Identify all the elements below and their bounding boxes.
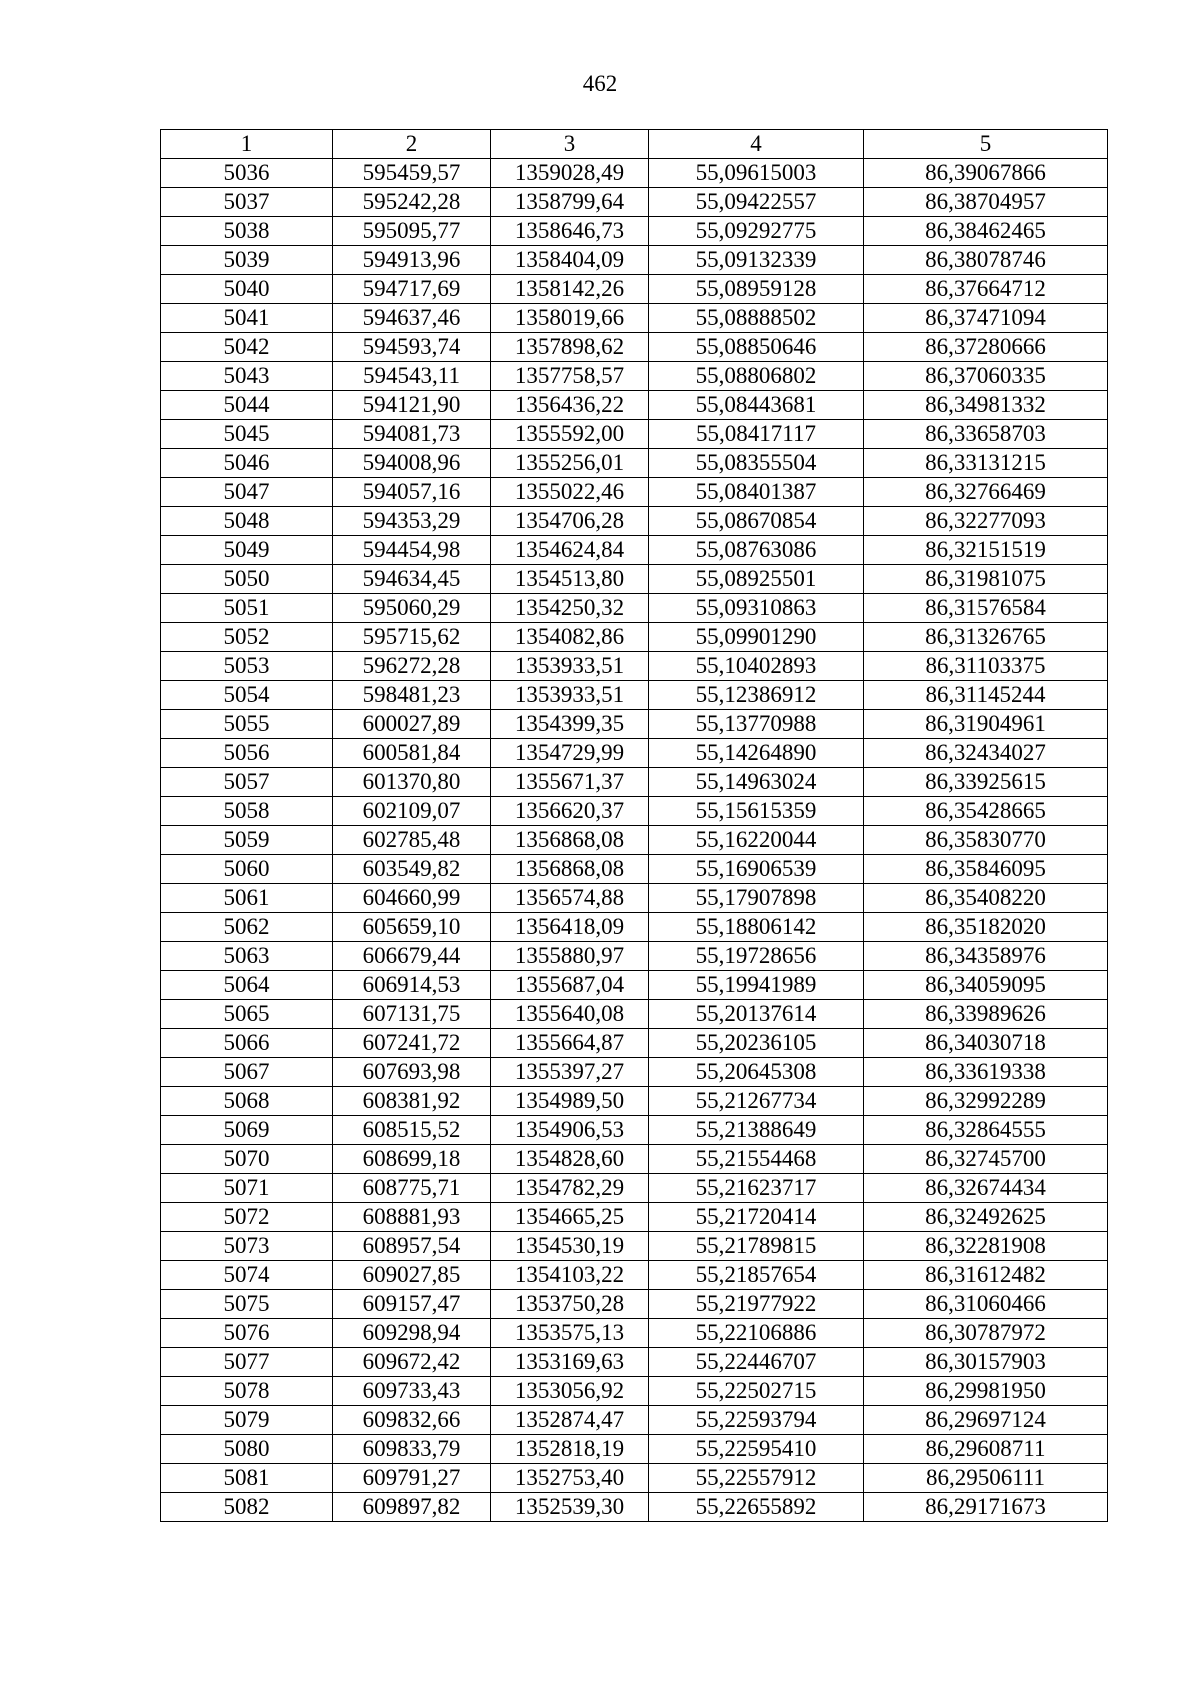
- latitude-cell: 55,22557912: [649, 1464, 864, 1493]
- x-coordinate-cell: 595060,29: [333, 594, 491, 623]
- latitude-cell: 55,16220044: [649, 826, 864, 855]
- point-number-cell: 5061: [161, 884, 333, 913]
- table-row: [161, 420, 1108, 449]
- point-number-cell: 5053: [161, 652, 333, 681]
- table-row: [161, 478, 1108, 507]
- table-row: [161, 1406, 1108, 1435]
- x-coordinate-cell: 595095,77: [333, 217, 491, 246]
- table-row: [161, 739, 1108, 768]
- x-coordinate-cell: 601370,80: [333, 768, 491, 797]
- y-coordinate-cell: 1356868,08: [491, 826, 649, 855]
- latitude-cell: 55,08925501: [649, 565, 864, 594]
- point-number-cell: 5066: [161, 1029, 333, 1058]
- y-coordinate-cell: 1355664,87: [491, 1029, 649, 1058]
- latitude-cell: 55,10402893: [649, 652, 864, 681]
- table-row: [161, 1493, 1108, 1522]
- table-row: [161, 1261, 1108, 1290]
- y-coordinate-cell: 1352874,47: [491, 1406, 649, 1435]
- x-coordinate-cell: 606914,53: [333, 971, 491, 1000]
- point-number-cell: 5037: [161, 188, 333, 217]
- latitude-cell: 55,22595410: [649, 1435, 864, 1464]
- x-coordinate-cell: 609298,94: [333, 1319, 491, 1348]
- y-coordinate-cell: 1354729,99: [491, 739, 649, 768]
- latitude-cell: 55,21720414: [649, 1203, 864, 1232]
- table-row: [161, 1348, 1108, 1377]
- column-header-2: 2: [333, 130, 491, 159]
- y-coordinate-cell: 1356418,09: [491, 913, 649, 942]
- latitude-cell: 55,18806142: [649, 913, 864, 942]
- longitude-cell: 86,37280666: [864, 333, 1108, 362]
- header-row: [161, 130, 1108, 159]
- longitude-cell: 86,34059095: [864, 971, 1108, 1000]
- latitude-cell: 55,08850646: [649, 333, 864, 362]
- latitude-cell: 55,09901290: [649, 623, 864, 652]
- latitude-cell: 55,09292775: [649, 217, 864, 246]
- table-row: [161, 391, 1108, 420]
- longitude-cell: 86,29608711: [864, 1435, 1108, 1464]
- longitude-cell: 86,35846095: [864, 855, 1108, 884]
- longitude-cell: 86,37471094: [864, 304, 1108, 333]
- y-coordinate-cell: 1354250,32: [491, 594, 649, 623]
- latitude-cell: 55,21857654: [649, 1261, 864, 1290]
- column-header-1: 1: [161, 130, 333, 159]
- table-row: [161, 159, 1108, 188]
- x-coordinate-cell: 595242,28: [333, 188, 491, 217]
- table-row: [161, 246, 1108, 275]
- point-number-cell: 5036: [161, 159, 333, 188]
- point-number-cell: 5069: [161, 1116, 333, 1145]
- point-number-cell: 5044: [161, 391, 333, 420]
- latitude-cell: 55,21789815: [649, 1232, 864, 1261]
- y-coordinate-cell: 1354399,35: [491, 710, 649, 739]
- y-coordinate-cell: 1354828,60: [491, 1145, 649, 1174]
- point-number-cell: 5048: [161, 507, 333, 536]
- point-number-cell: 5081: [161, 1464, 333, 1493]
- latitude-cell: 55,19941989: [649, 971, 864, 1000]
- point-number-cell: 5064: [161, 971, 333, 1000]
- y-coordinate-cell: 1354530,19: [491, 1232, 649, 1261]
- point-number-cell: 5043: [161, 362, 333, 391]
- point-number-cell: 5056: [161, 739, 333, 768]
- y-coordinate-cell: 1355687,04: [491, 971, 649, 1000]
- longitude-cell: 86,29171673: [864, 1493, 1108, 1522]
- longitude-cell: 86,33658703: [864, 420, 1108, 449]
- table-row: [161, 217, 1108, 246]
- y-coordinate-cell: 1354103,22: [491, 1261, 649, 1290]
- latitude-cell: 55,08401387: [649, 478, 864, 507]
- table-row: [161, 826, 1108, 855]
- point-number-cell: 5078: [161, 1377, 333, 1406]
- latitude-cell: 55,19728656: [649, 942, 864, 971]
- y-coordinate-cell: 1358646,73: [491, 217, 649, 246]
- y-coordinate-cell: 1357898,62: [491, 333, 649, 362]
- longitude-cell: 86,35428665: [864, 797, 1108, 826]
- longitude-cell: 86,39067866: [864, 159, 1108, 188]
- y-coordinate-cell: 1356436,22: [491, 391, 649, 420]
- y-coordinate-cell: 1354082,86: [491, 623, 649, 652]
- x-coordinate-cell: 600581,84: [333, 739, 491, 768]
- page-number: 462: [582, 71, 618, 96]
- x-coordinate-cell: 604660,99: [333, 884, 491, 913]
- point-number-cell: 5071: [161, 1174, 333, 1203]
- longitude-cell: 86,33619338: [864, 1058, 1108, 1087]
- column-header-5: 5: [864, 130, 1108, 159]
- longitude-cell: 86,31576584: [864, 594, 1108, 623]
- table-row: [161, 1232, 1108, 1261]
- latitude-cell: 55,22106886: [649, 1319, 864, 1348]
- table-row: [161, 565, 1108, 594]
- x-coordinate-cell: 594593,74: [333, 333, 491, 362]
- x-coordinate-cell: 607241,72: [333, 1029, 491, 1058]
- latitude-cell: 55,21388649: [649, 1116, 864, 1145]
- table-row: [161, 1290, 1108, 1319]
- x-coordinate-cell: 594121,90: [333, 391, 491, 420]
- x-coordinate-cell: 594057,16: [333, 478, 491, 507]
- point-number-cell: 5073: [161, 1232, 333, 1261]
- x-coordinate-cell: 608381,92: [333, 1087, 491, 1116]
- longitude-cell: 86,35408220: [864, 884, 1108, 913]
- y-coordinate-cell: 1354665,25: [491, 1203, 649, 1232]
- longitude-cell: 86,32674434: [864, 1174, 1108, 1203]
- table-row: [161, 1058, 1108, 1087]
- y-coordinate-cell: 1355022,46: [491, 478, 649, 507]
- table-row: [161, 594, 1108, 623]
- latitude-cell: 55,08763086: [649, 536, 864, 565]
- y-coordinate-cell: 1352818,19: [491, 1435, 649, 1464]
- x-coordinate-cell: 609672,42: [333, 1348, 491, 1377]
- point-number-cell: 5059: [161, 826, 333, 855]
- point-number-cell: 5040: [161, 275, 333, 304]
- x-coordinate-cell: 594353,29: [333, 507, 491, 536]
- x-coordinate-cell: 609027,85: [333, 1261, 491, 1290]
- latitude-cell: 55,16906539: [649, 855, 864, 884]
- table-row: [161, 884, 1108, 913]
- longitude-cell: 86,34030718: [864, 1029, 1108, 1058]
- x-coordinate-cell: 594913,96: [333, 246, 491, 275]
- x-coordinate-cell: 608881,93: [333, 1203, 491, 1232]
- x-coordinate-cell: 608775,71: [333, 1174, 491, 1203]
- column-header-3: 3: [491, 130, 649, 159]
- y-coordinate-cell: 1353169,63: [491, 1348, 649, 1377]
- longitude-cell: 86,32766469: [864, 478, 1108, 507]
- table-row: [161, 1435, 1108, 1464]
- table-row: [161, 942, 1108, 971]
- longitude-cell: 86,38462465: [864, 217, 1108, 246]
- latitude-cell: 55,22593794: [649, 1406, 864, 1435]
- coordinates-table: [160, 129, 1108, 1522]
- table-row: [161, 362, 1108, 391]
- latitude-cell: 55,22446707: [649, 1348, 864, 1377]
- latitude-cell: 55,20236105: [649, 1029, 864, 1058]
- table-row: [161, 1000, 1108, 1029]
- y-coordinate-cell: 1355671,37: [491, 768, 649, 797]
- latitude-cell: 55,22502715: [649, 1377, 864, 1406]
- longitude-cell: 86,32992289: [864, 1087, 1108, 1116]
- y-coordinate-cell: 1353750,28: [491, 1290, 649, 1319]
- x-coordinate-cell: 594008,96: [333, 449, 491, 478]
- table-row: [161, 710, 1108, 739]
- point-number-cell: 5067: [161, 1058, 333, 1087]
- x-coordinate-cell: 609897,82: [333, 1493, 491, 1522]
- longitude-cell: 86,35182020: [864, 913, 1108, 942]
- latitude-cell: 55,08417117: [649, 420, 864, 449]
- latitude-cell: 55,09132339: [649, 246, 864, 275]
- longitude-cell: 86,33131215: [864, 449, 1108, 478]
- point-number-cell: 5077: [161, 1348, 333, 1377]
- latitude-cell: 55,12386912: [649, 681, 864, 710]
- table-row: [161, 507, 1108, 536]
- latitude-cell: 55,21623717: [649, 1174, 864, 1203]
- table-row: [161, 1145, 1108, 1174]
- table-row: [161, 536, 1108, 565]
- table-row: [161, 623, 1108, 652]
- latitude-cell: 55,21554468: [649, 1145, 864, 1174]
- x-coordinate-cell: 609833,79: [333, 1435, 491, 1464]
- y-coordinate-cell: 1358799,64: [491, 188, 649, 217]
- latitude-cell: 55,21267734: [649, 1087, 864, 1116]
- longitude-cell: 86,38078746: [864, 246, 1108, 275]
- latitude-cell: 55,14264890: [649, 739, 864, 768]
- x-coordinate-cell: 594637,46: [333, 304, 491, 333]
- point-number-cell: 5038: [161, 217, 333, 246]
- longitude-cell: 86,34358976: [864, 942, 1108, 971]
- latitude-cell: 55,22655892: [649, 1493, 864, 1522]
- latitude-cell: 55,09422557: [649, 188, 864, 217]
- y-coordinate-cell: 1353933,51: [491, 681, 649, 710]
- y-coordinate-cell: 1354906,53: [491, 1116, 649, 1145]
- point-number-cell: 5057: [161, 768, 333, 797]
- y-coordinate-cell: 1352753,40: [491, 1464, 649, 1493]
- longitude-cell: 86,31326765: [864, 623, 1108, 652]
- longitude-cell: 86,37060335: [864, 362, 1108, 391]
- longitude-cell: 86,32277093: [864, 507, 1108, 536]
- x-coordinate-cell: 607131,75: [333, 1000, 491, 1029]
- latitude-cell: 55,14963024: [649, 768, 864, 797]
- y-coordinate-cell: 1353933,51: [491, 652, 649, 681]
- point-number-cell: 5079: [161, 1406, 333, 1435]
- x-coordinate-cell: 602785,48: [333, 826, 491, 855]
- latitude-cell: 55,20137614: [649, 1000, 864, 1029]
- longitude-cell: 86,30157903: [864, 1348, 1108, 1377]
- point-number-cell: 5063: [161, 942, 333, 971]
- latitude-cell: 55,08806802: [649, 362, 864, 391]
- x-coordinate-cell: 600027,89: [333, 710, 491, 739]
- table-row: [161, 797, 1108, 826]
- latitude-cell: 55,09615003: [649, 159, 864, 188]
- y-coordinate-cell: 1355592,00: [491, 420, 649, 449]
- x-coordinate-cell: 594717,69: [333, 275, 491, 304]
- x-coordinate-cell: 595459,57: [333, 159, 491, 188]
- latitude-cell: 55,08888502: [649, 304, 864, 333]
- point-number-cell: 5068: [161, 1087, 333, 1116]
- x-coordinate-cell: 603549,82: [333, 855, 491, 884]
- table-row: [161, 275, 1108, 304]
- y-coordinate-cell: 1353056,92: [491, 1377, 649, 1406]
- table-row: [161, 681, 1108, 710]
- longitude-cell: 86,31145244: [864, 681, 1108, 710]
- x-coordinate-cell: 594634,45: [333, 565, 491, 594]
- y-coordinate-cell: 1358142,26: [491, 275, 649, 304]
- point-number-cell: 5072: [161, 1203, 333, 1232]
- longitude-cell: 86,35830770: [864, 826, 1108, 855]
- point-number-cell: 5062: [161, 913, 333, 942]
- x-coordinate-cell: 608699,18: [333, 1145, 491, 1174]
- x-coordinate-cell: 594543,11: [333, 362, 491, 391]
- point-number-cell: 5060: [161, 855, 333, 884]
- longitude-cell: 86,29981950: [864, 1377, 1108, 1406]
- table-body: [161, 159, 1108, 1522]
- point-number-cell: 5046: [161, 449, 333, 478]
- longitude-cell: 86,32151519: [864, 536, 1108, 565]
- y-coordinate-cell: 1356620,37: [491, 797, 649, 826]
- y-coordinate-cell: 1354706,28: [491, 507, 649, 536]
- y-coordinate-cell: 1352539,30: [491, 1493, 649, 1522]
- point-number-cell: 5054: [161, 681, 333, 710]
- table-row: [161, 913, 1108, 942]
- x-coordinate-cell: 595715,62: [333, 623, 491, 652]
- y-coordinate-cell: 1355880,97: [491, 942, 649, 971]
- point-number-cell: 5041: [161, 304, 333, 333]
- x-coordinate-cell: 606679,44: [333, 942, 491, 971]
- table-row: [161, 1087, 1108, 1116]
- point-number-cell: 5070: [161, 1145, 333, 1174]
- x-coordinate-cell: 594081,73: [333, 420, 491, 449]
- table-row: [161, 652, 1108, 681]
- y-coordinate-cell: 1354782,29: [491, 1174, 649, 1203]
- table-row: [161, 971, 1108, 1000]
- table-header: [161, 130, 1108, 159]
- x-coordinate-cell: 609791,27: [333, 1464, 491, 1493]
- point-number-cell: 5052: [161, 623, 333, 652]
- longitude-cell: 86,31904961: [864, 710, 1108, 739]
- latitude-cell: 55,13770988: [649, 710, 864, 739]
- x-coordinate-cell: 605659,10: [333, 913, 491, 942]
- point-number-cell: 5075: [161, 1290, 333, 1319]
- y-coordinate-cell: 1357758,57: [491, 362, 649, 391]
- point-number-cell: 5058: [161, 797, 333, 826]
- point-number-cell: 5045: [161, 420, 333, 449]
- point-number-cell: 5042: [161, 333, 333, 362]
- y-coordinate-cell: 1356868,08: [491, 855, 649, 884]
- y-coordinate-cell: 1358019,66: [491, 304, 649, 333]
- latitude-cell: 55,08670854: [649, 507, 864, 536]
- x-coordinate-cell: 609157,47: [333, 1290, 491, 1319]
- x-coordinate-cell: 608957,54: [333, 1232, 491, 1261]
- latitude-cell: 55,08959128: [649, 275, 864, 304]
- y-coordinate-cell: 1353575,13: [491, 1319, 649, 1348]
- y-coordinate-cell: 1356574,88: [491, 884, 649, 913]
- longitude-cell: 86,32434027: [864, 739, 1108, 768]
- table-row: [161, 1174, 1108, 1203]
- y-coordinate-cell: 1358404,09: [491, 246, 649, 275]
- x-coordinate-cell: 608515,52: [333, 1116, 491, 1145]
- point-number-cell: 5051: [161, 594, 333, 623]
- y-coordinate-cell: 1355397,27: [491, 1058, 649, 1087]
- latitude-cell: 55,21977922: [649, 1290, 864, 1319]
- longitude-cell: 86,32492625: [864, 1203, 1108, 1232]
- table-row: [161, 855, 1108, 884]
- latitude-cell: 55,15615359: [649, 797, 864, 826]
- latitude-cell: 55,08443681: [649, 391, 864, 420]
- latitude-cell: 55,08355504: [649, 449, 864, 478]
- longitude-cell: 86,37664712: [864, 275, 1108, 304]
- longitude-cell: 86,30787972: [864, 1319, 1108, 1348]
- x-coordinate-cell: 609832,66: [333, 1406, 491, 1435]
- latitude-cell: 55,09310863: [649, 594, 864, 623]
- x-coordinate-cell: 602109,07: [333, 797, 491, 826]
- x-coordinate-cell: 609733,43: [333, 1377, 491, 1406]
- table-row: [161, 333, 1108, 362]
- x-coordinate-cell: 594454,98: [333, 536, 491, 565]
- table-row: [161, 1029, 1108, 1058]
- y-coordinate-cell: 1354513,80: [491, 565, 649, 594]
- point-number-cell: 5076: [161, 1319, 333, 1348]
- table-row: [161, 188, 1108, 217]
- point-number-cell: 5065: [161, 1000, 333, 1029]
- y-coordinate-cell: 1354624,84: [491, 536, 649, 565]
- table-row: [161, 768, 1108, 797]
- point-number-cell: 5050: [161, 565, 333, 594]
- x-coordinate-cell: 598481,23: [333, 681, 491, 710]
- longitude-cell: 86,33989626: [864, 1000, 1108, 1029]
- longitude-cell: 86,31103375: [864, 652, 1108, 681]
- longitude-cell: 86,29506111: [864, 1464, 1108, 1493]
- longitude-cell: 86,29697124: [864, 1406, 1108, 1435]
- point-number-cell: 5049: [161, 536, 333, 565]
- x-coordinate-cell: 607693,98: [333, 1058, 491, 1087]
- table-row: [161, 304, 1108, 333]
- point-number-cell: 5080: [161, 1435, 333, 1464]
- point-number-cell: 5055: [161, 710, 333, 739]
- table-row: [161, 1377, 1108, 1406]
- table-row: [161, 1116, 1108, 1145]
- table-row: [161, 1319, 1108, 1348]
- longitude-cell: 86,34981332: [864, 391, 1108, 420]
- latitude-cell: 55,17907898: [649, 884, 864, 913]
- y-coordinate-cell: 1359028,49: [491, 159, 649, 188]
- y-coordinate-cell: 1354989,50: [491, 1087, 649, 1116]
- longitude-cell: 86,32281908: [864, 1232, 1108, 1261]
- column-header-4: 4: [649, 130, 864, 159]
- longitude-cell: 86,31612482: [864, 1261, 1108, 1290]
- point-number-cell: 5047: [161, 478, 333, 507]
- table-row: [161, 1203, 1108, 1232]
- point-number-cell: 5082: [161, 1493, 333, 1522]
- point-number-cell: 5074: [161, 1261, 333, 1290]
- latitude-cell: 55,20645308: [649, 1058, 864, 1087]
- point-number-cell: 5039: [161, 246, 333, 275]
- longitude-cell: 86,31981075: [864, 565, 1108, 594]
- longitude-cell: 86,31060466: [864, 1290, 1108, 1319]
- longitude-cell: 86,38704957: [864, 188, 1108, 217]
- x-coordinate-cell: 596272,28: [333, 652, 491, 681]
- table-row: [161, 1464, 1108, 1493]
- y-coordinate-cell: 1355256,01: [491, 449, 649, 478]
- longitude-cell: 86,32864555: [864, 1116, 1108, 1145]
- table-row: [161, 449, 1108, 478]
- longitude-cell: 86,33925615: [864, 768, 1108, 797]
- y-coordinate-cell: 1355640,08: [491, 1000, 649, 1029]
- longitude-cell: 86,32745700: [864, 1145, 1108, 1174]
